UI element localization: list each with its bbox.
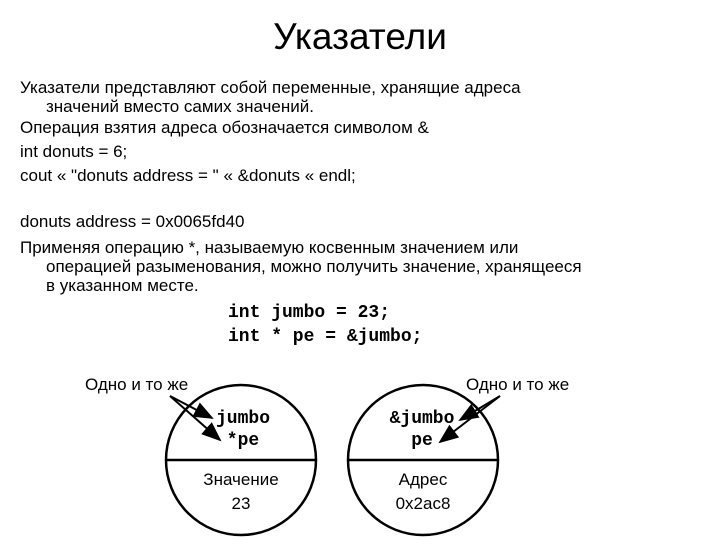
slide-title: Указатели	[273, 16, 447, 57]
left-label: Одно и то же	[85, 375, 189, 394]
left-bottom-line1: Значение	[203, 470, 279, 489]
right-bottom-line2: 0x2ac8	[395, 494, 451, 513]
text-line: donuts address = 0x0065fd40	[20, 212, 245, 231]
right-top-line2: pe	[411, 431, 433, 451]
text-line: Указатели представляют собой переменные, хранящие адреса	[20, 78, 521, 97]
code-line: int * pe = &jumbo;	[228, 327, 423, 347]
code-line: int jumbo = 23;	[228, 303, 391, 323]
text-line: Применяя операцию *, называемую косвенным значением или	[20, 238, 519, 257]
text-line: в указанном месте.	[46, 276, 199, 295]
left-top-line2: *pe	[226, 431, 260, 451]
left-top-line1: jumbo	[215, 409, 271, 429]
text-line: int donuts = 6;	[20, 142, 128, 161]
text-line: значений вместо самих значений.	[46, 97, 314, 116]
text-line: операцией разыменования, можно получить значение, хранящееся	[46, 257, 582, 276]
right-top-line1: &jumbo	[389, 409, 455, 429]
right-label: Одно и то же	[466, 375, 570, 394]
left-bottom-line2: 23	[231, 494, 251, 513]
text-line: cout « "donuts address = " « &donuts « endl;	[20, 166, 356, 185]
right-bottom-line1: Адрес	[398, 470, 448, 489]
text-line: Операция взятия адреса обозначается символом &	[20, 118, 429, 137]
